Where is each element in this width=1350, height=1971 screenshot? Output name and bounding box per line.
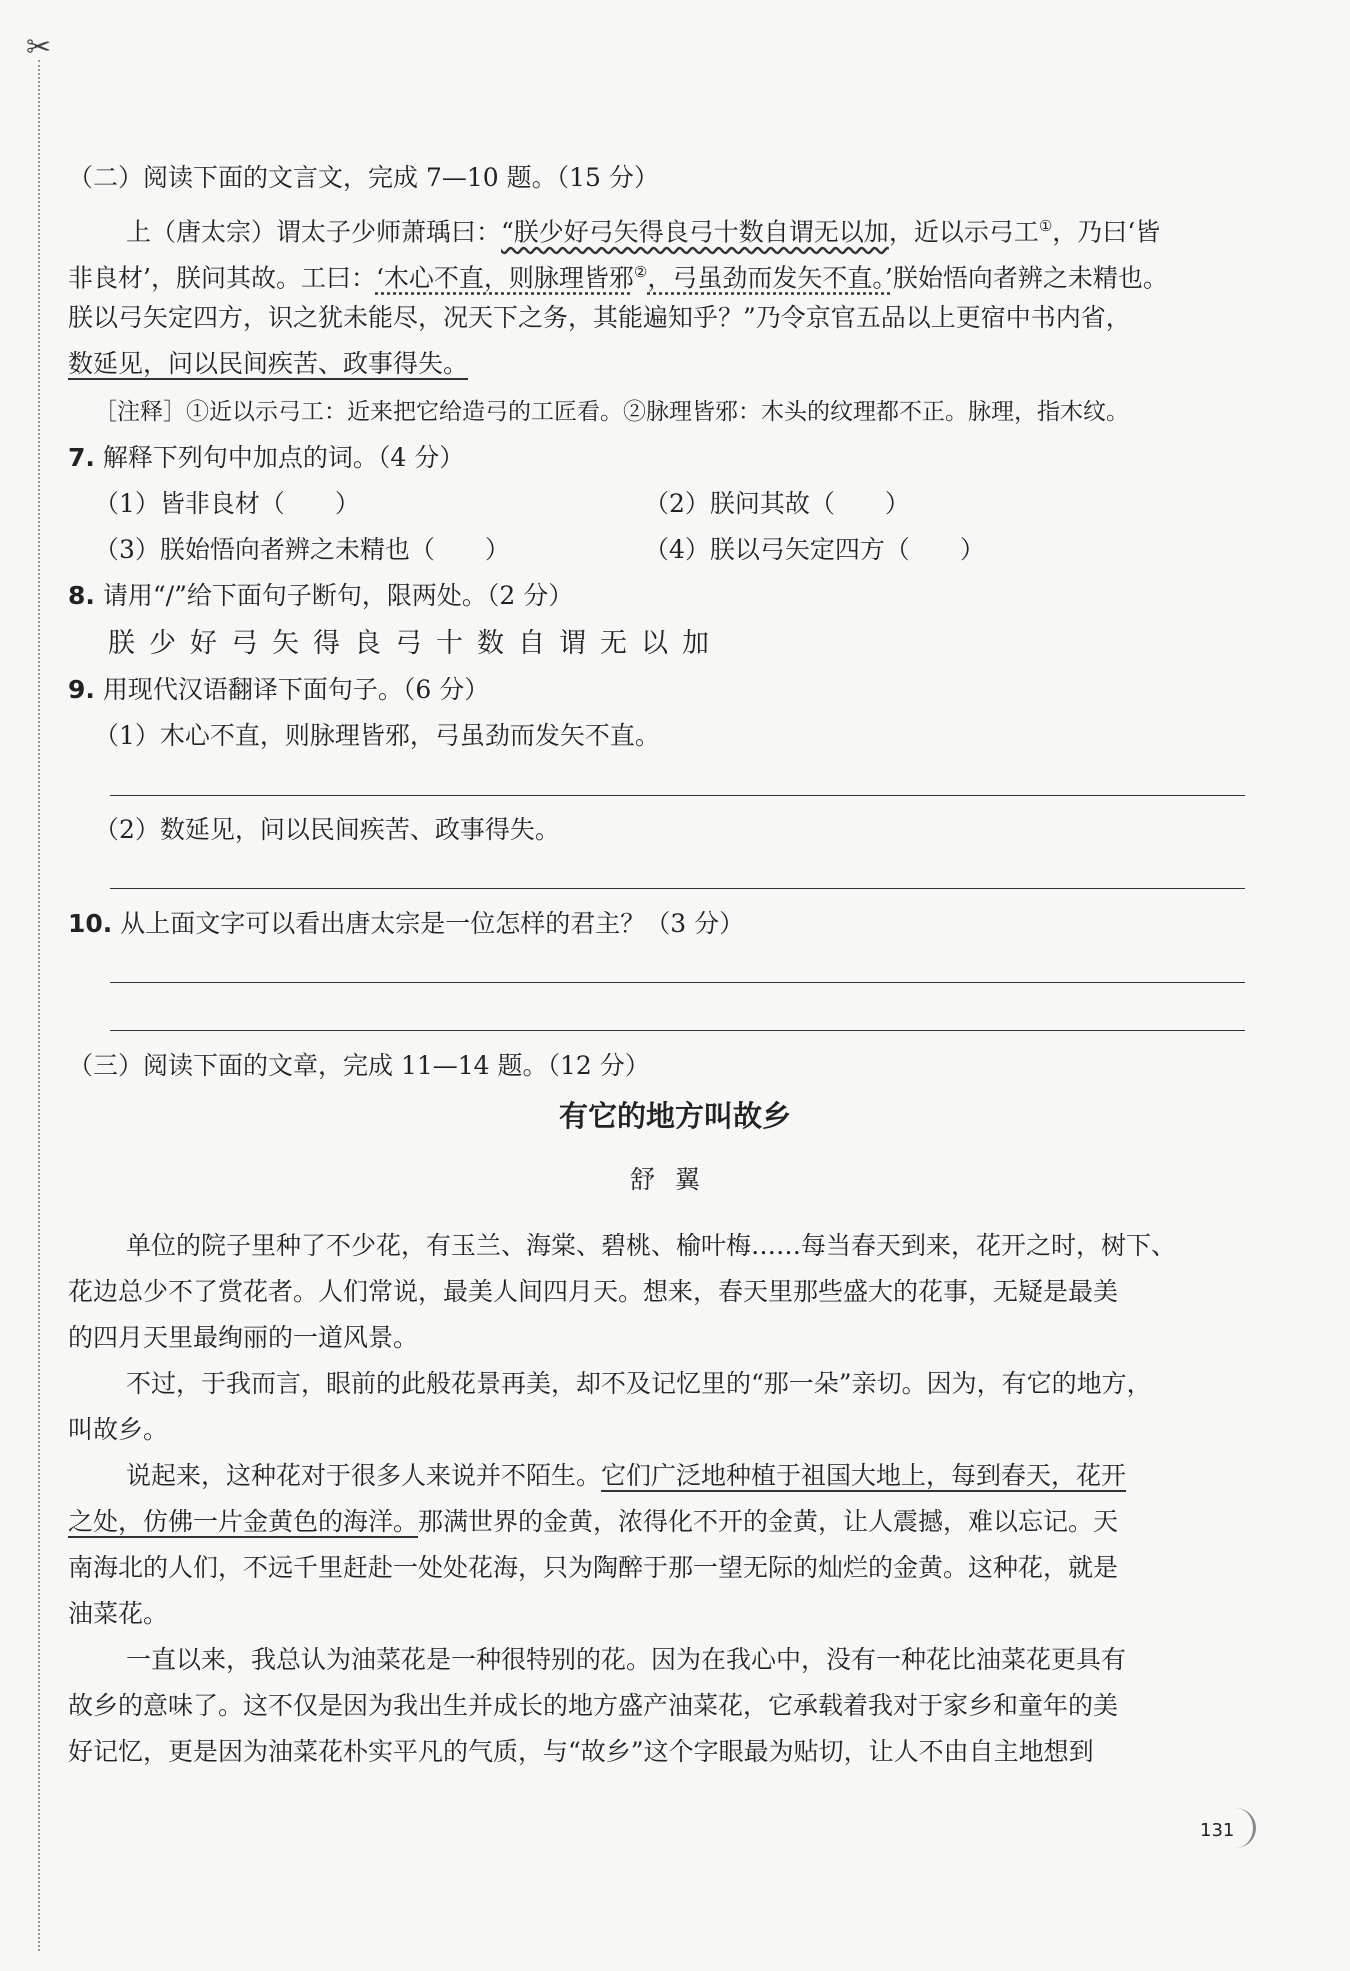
answer-line[interactable] xyxy=(110,795,1245,796)
q9-item-1: （1）木心不直，则脉理皆邪，弓虽劲而发矢不直。 xyxy=(94,721,660,750)
q9-item-2: （2）数延见，问以民间疾苦、政事得失。 xyxy=(94,815,560,844)
passage-text: 朕始悟向者辨之未精也。 xyxy=(892,263,1168,293)
section3-header: （三）阅读下面的文章，完成 11—14 题。（12 分） xyxy=(68,1051,650,1080)
p3-line-4: 油菜花。 xyxy=(68,1599,169,1628)
underlined-text: 数延见，问以民间疾苦、政事得失。 xyxy=(68,349,469,378)
article-author: 舒翼 xyxy=(629,1165,720,1194)
paragraph-text: 那满世界的金黄，浓得化不开的金黄，让人震撼，难以忘记。天 xyxy=(418,1507,1119,1536)
q8-sentence[interactable]: 朕少好弓矢得良弓十数自谓无以加 xyxy=(108,628,723,659)
passage-line-4 xyxy=(68,346,1250,382)
question-number: 7. xyxy=(68,443,95,472)
q7-item-1[interactable]: （1）皆非良材（ ） xyxy=(94,489,360,518)
q7-row-1 xyxy=(68,486,1250,522)
p1-line-1: 单位的院子里种了不少花，有玉兰、海棠、碧桃、榆叶梅……每当春天到来，花开之时，树下、 xyxy=(126,1231,1177,1260)
question-text: 用现代汉语翻译下面句子。（6 分） xyxy=(102,675,490,704)
footnote-marker: ② xyxy=(633,263,648,281)
q7-item-2[interactable]: （2）朕问其故（ ） xyxy=(644,489,910,518)
p3-line-1 xyxy=(68,1458,1250,1494)
underlined-text: 它们广泛地种植于祖国大地上，每到春天，花开 xyxy=(601,1461,1127,1490)
passage-text: 非良材’，朕问其故。工曰： xyxy=(68,263,376,293)
p4-line-2: 故乡的意味了。这不仅是因为我出生并成长的地方盛产油菜花，它承载着我对于家乡和童年的美 xyxy=(68,1691,1119,1720)
question-10 xyxy=(68,906,1250,942)
footnote-marker: ① xyxy=(1038,217,1053,235)
annotation-note: ［注释］①近以示弓工：近来把它给造弓的工匠看。②脉理皆邪：木头的纹理都不正。脉理，指木纹。 xyxy=(94,399,1129,425)
q7-item-3[interactable]: （3）朕始悟向者辨之未精也（ ） xyxy=(94,535,510,564)
answer-line[interactable] xyxy=(110,1030,1245,1031)
question-text: 请用“/”给下面句子断句，限两处。（2 分） xyxy=(102,581,574,610)
q7-item-4[interactable]: （4）朕以弓矢定四方（ ） xyxy=(644,535,985,564)
answer-line[interactable] xyxy=(110,982,1245,983)
article-title: 有它的地方叫故乡 xyxy=(558,1099,791,1133)
p1-line-3: 的四月天里最绚丽的一道风景。 xyxy=(68,1323,419,1352)
dotted-underlined-text: ‘木心不直，则脉理皆邪 xyxy=(375,263,634,293)
p1-line-2: 花边总少不了赏花者。人们常说，最美人间四月天。想来，春天里那些盛大的花事，无疑是最美 xyxy=(68,1277,1119,1306)
underlined-text: 之处，仿佛一片金黄色的海洋。 xyxy=(68,1507,419,1536)
paragraph-text: 说起来，这种花对于很多人来说并不陌生。 xyxy=(126,1461,602,1490)
dotted-underlined-text: ，弓虽劲而发矢不直。’ xyxy=(647,263,893,293)
passage-line-3: 朕以弓矢定四方，识之犹未能尽，况天下之务，其能遍知乎？”乃令京官五品以上更宿中书内省， xyxy=(68,303,1131,332)
passage-line-1 xyxy=(68,208,1250,250)
section2-header: （二）阅读下面的文言文，完成 7—10 题。（15 分） xyxy=(68,163,659,192)
p2-line-2: 叫故乡。 xyxy=(68,1415,169,1444)
passage-line-2 xyxy=(68,254,1250,296)
scissors-icon: ✂ xyxy=(26,30,52,65)
p3-line-3: 南海北的人们，不远千里赶赴一处处花海，只为陶醉于那一望无际的灿烂的金黄。这种花，就是 xyxy=(68,1553,1119,1582)
question-number: 9. xyxy=(68,675,95,704)
q7-row-2 xyxy=(68,532,1250,568)
question-7 xyxy=(68,440,1250,476)
answer-line[interactable] xyxy=(110,888,1245,889)
question-text: 从上面文字可以看出唐太宗是一位怎样的君主？（3 分） xyxy=(120,909,745,938)
passage-text: ，乃曰‘皆 xyxy=(1052,217,1161,247)
question-8 xyxy=(68,578,1250,614)
passage-text: ，近以示弓工 xyxy=(888,217,1039,247)
p4-line-1: 一直以来，我总认为油菜花是一种很特别的花。因为在我心中，没有一种花比油菜花更具有 xyxy=(126,1645,1127,1674)
p4-line-3: 好记忆，更是因为油菜花朴实平凡的气质，与“故乡”这个字眼最为贴切，让人不由自主地想到 xyxy=(68,1737,1094,1766)
p3-line-2 xyxy=(68,1504,1250,1540)
passage-text: 上（唐太宗）谓太子少师萧瑀曰： xyxy=(126,217,502,247)
cut-line xyxy=(38,60,40,1951)
page-number: 131 xyxy=(1200,1820,1235,1841)
p2-line-1: 不过，于我而言，眼前的此般花景再美，却不及记忆里的“那一朵”亲切。因为，有它的地方， xyxy=(126,1369,1152,1398)
wavy-underlined-text: “朕少好弓矢得良弓十数自谓无以加 xyxy=(501,217,889,247)
question-number: 10. xyxy=(68,909,113,938)
question-text: 解释下列句中加点的词。（4 分） xyxy=(102,443,465,472)
question-9 xyxy=(68,672,1250,708)
question-number: 8. xyxy=(68,581,95,610)
